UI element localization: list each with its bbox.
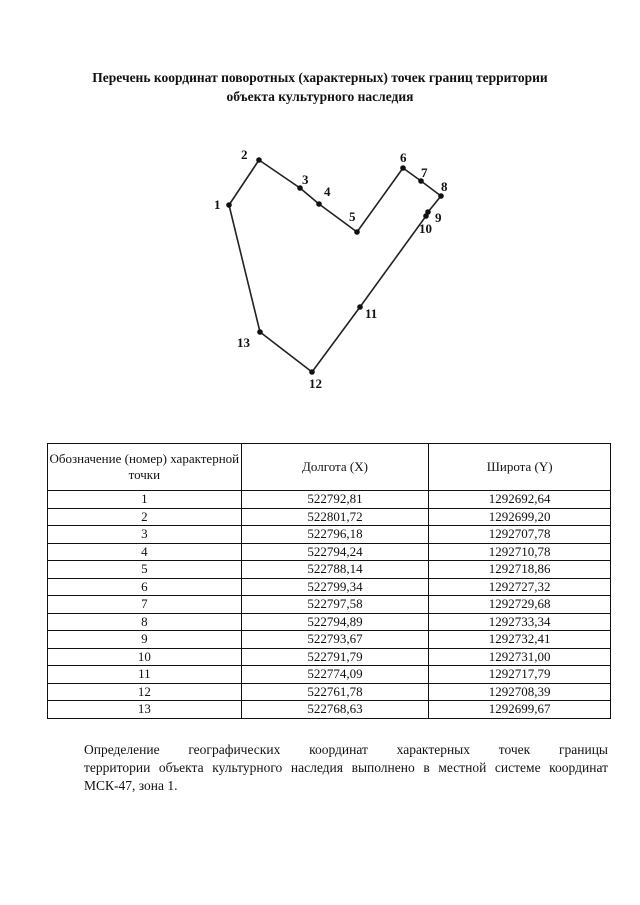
cell-longitude: 522794,24 [241, 543, 429, 561]
cell-point-number: 5 [48, 561, 242, 579]
point-label: 3 [302, 172, 309, 187]
cell-latitude: 1292707,78 [429, 526, 611, 544]
boundary-point [354, 229, 360, 235]
table-row [48, 701, 611, 719]
cell-longitude: 522792,81 [241, 491, 429, 509]
point-label: 1 [214, 197, 221, 212]
table-row [48, 578, 611, 596]
point-labels [214, 147, 448, 391]
cell-longitude: 522794,89 [241, 613, 429, 631]
point-label: 6 [400, 150, 407, 165]
table-row [48, 491, 611, 509]
note-line3: МСК-47, зона 1. [84, 778, 178, 793]
boundary-point [423, 213, 429, 219]
cell-longitude: 522768,63 [241, 701, 429, 719]
cell-longitude: 522801,72 [241, 508, 429, 526]
cell-point-number: 11 [48, 666, 242, 684]
boundary-point [309, 369, 315, 375]
point-label: 12 [309, 376, 322, 391]
boundary-point [316, 201, 322, 207]
table-row [48, 543, 611, 561]
table-row [48, 666, 611, 684]
boundary-point [400, 165, 406, 171]
cell-point-number: 4 [48, 543, 242, 561]
header-point-number: Обозначение (номер) характерной точки [48, 444, 242, 491]
cell-latitude: 1292708,39 [429, 683, 611, 701]
point-label: 4 [324, 184, 331, 199]
cell-longitude: 522761,78 [241, 683, 429, 701]
table-row [48, 596, 611, 614]
cell-latitude: 1292718,86 [429, 561, 611, 579]
cell-latitude: 1292699,20 [429, 508, 611, 526]
cell-point-number: 6 [48, 578, 242, 596]
cell-point-number: 1 [48, 491, 242, 509]
cell-point-number: 13 [48, 701, 242, 719]
cell-longitude: 522799,34 [241, 578, 429, 596]
boundary-point [256, 157, 262, 163]
cell-longitude: 522797,58 [241, 596, 429, 614]
boundary-point [438, 193, 444, 199]
table-row [48, 631, 611, 649]
document-title-line1: Перечень координат поворотных (характерных) точек границ территории [92, 70, 548, 85]
table-row [48, 561, 611, 579]
table-row [48, 683, 611, 701]
cell-point-number: 12 [48, 683, 242, 701]
cell-longitude: 522774,09 [241, 666, 429, 684]
table-row [48, 526, 611, 544]
header-latitude: Широта (Y) [429, 444, 611, 491]
boundary-diagram [0, 0, 640, 420]
table-row [48, 648, 611, 666]
point-label: 8 [441, 179, 448, 194]
point-label: 7 [421, 165, 428, 180]
header-longitude: Долгота (X) [241, 444, 429, 491]
cell-point-number: 10 [48, 648, 242, 666]
cell-point-number: 9 [48, 631, 242, 649]
point-label: 2 [241, 147, 248, 162]
boundary-point [357, 304, 363, 310]
cell-latitude: 1292692,64 [429, 491, 611, 509]
cell-latitude: 1292717,79 [429, 666, 611, 684]
cell-latitude: 1292727,32 [429, 578, 611, 596]
cell-latitude: 1292710,78 [429, 543, 611, 561]
cell-longitude: 522788,14 [241, 561, 429, 579]
cell-latitude: 1292732,41 [429, 631, 611, 649]
boundary-point [226, 202, 232, 208]
cell-longitude: 522796,18 [241, 526, 429, 544]
document-title-line2: объекта культурного наследия [226, 89, 414, 104]
cell-point-number: 3 [48, 526, 242, 544]
table-row [48, 613, 611, 631]
table-body [48, 491, 611, 719]
point-label: 5 [349, 209, 356, 224]
cell-latitude: 1292733,34 [429, 613, 611, 631]
note-line1: Определение географических координат характерных точек границы [84, 742, 608, 757]
table-header-row [48, 444, 611, 491]
boundary-point [257, 329, 263, 335]
coordinates-table [47, 443, 611, 719]
point-label: 10 [419, 221, 432, 236]
cell-longitude: 522793,67 [241, 631, 429, 649]
cell-longitude: 522791,79 [241, 648, 429, 666]
point-label: 13 [237, 335, 250, 350]
table-row [48, 508, 611, 526]
cell-point-number: 2 [48, 508, 242, 526]
note-line2: территории объекта культурного наследия выполнено в местной системе координат [84, 760, 608, 775]
cell-latitude: 1292699,67 [429, 701, 611, 719]
cell-latitude: 1292729,68 [429, 596, 611, 614]
boundary-polygon [229, 160, 441, 372]
point-label: 9 [435, 210, 442, 225]
cell-latitude: 1292731,00 [429, 648, 611, 666]
cell-point-number: 8 [48, 613, 242, 631]
cell-point-number: 7 [48, 596, 242, 614]
point-label: 11 [365, 306, 378, 321]
